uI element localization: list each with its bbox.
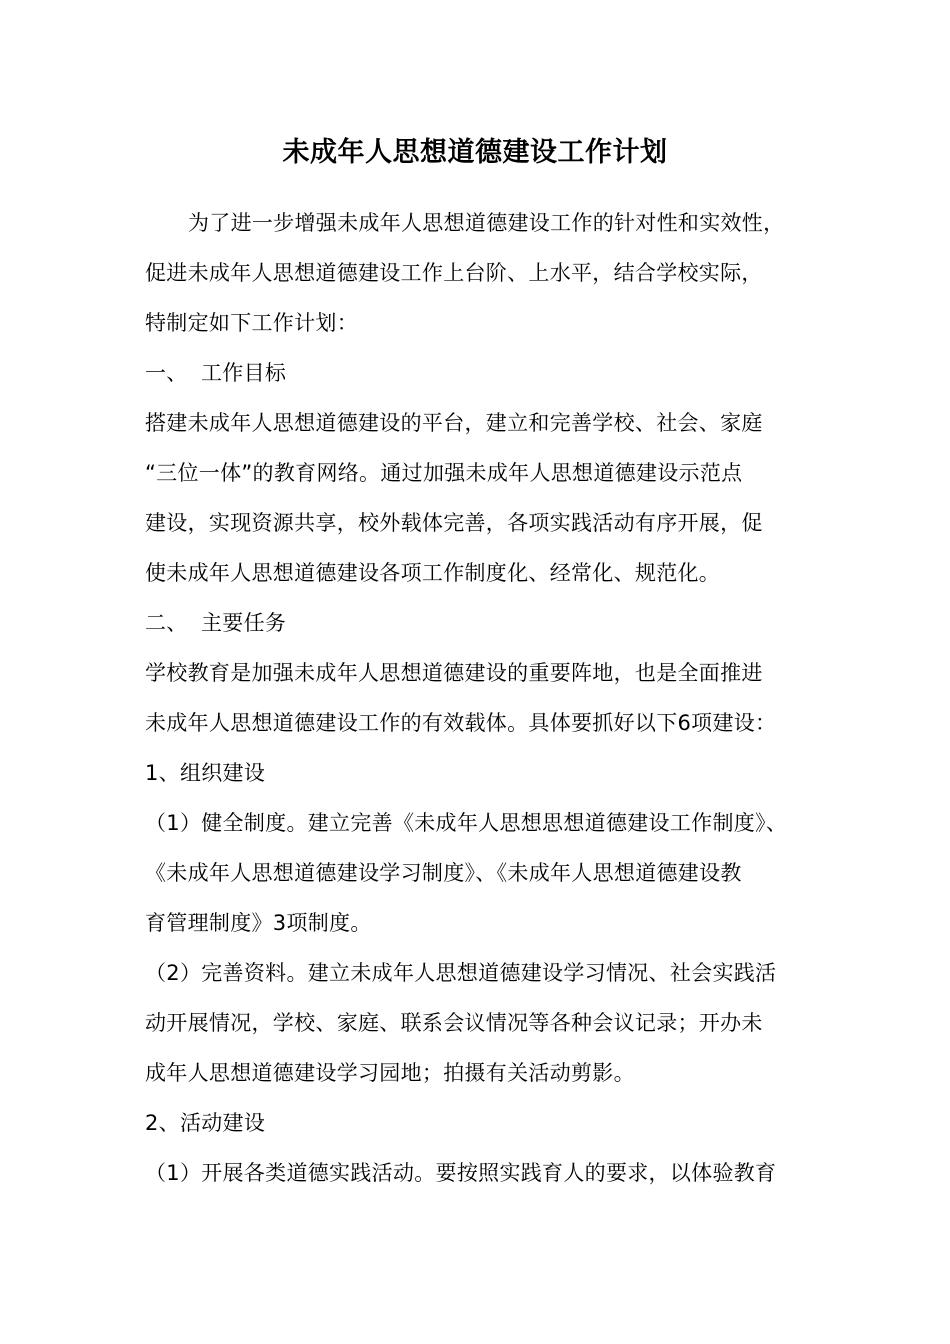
section-number: 二、	[145, 611, 188, 635]
body-line: 使未成年人思想道德建设各项工作制度化、经常化、规范化。	[145, 561, 721, 585]
body-line: 动开展情况，学校、家庭、联系会议情况等各种会议记录；开办未	[145, 1011, 763, 1035]
body-line: （1）开展各类道德实践活动。要按照实践育人的要求，以体验教育	[145, 1161, 777, 1185]
section-number: 一、	[145, 361, 188, 385]
body-line: 未成年人思想道德建设工作的有效载体。具体要抓好以下6项建设：	[145, 711, 777, 735]
intro-line: 为了进一步增强未成年人思想道德建设工作的针对性和实效性，	[188, 211, 785, 235]
body-line: 《未成年人思想道德建设学习制度》、《未成年人思想道德建设教	[145, 861, 742, 885]
item-heading-organization: 1、组织建设	[145, 761, 266, 785]
section-heading-text: 工作目标	[201, 361, 287, 385]
body-line: 成年人思想道德建设学习园地；拍摄有关活动剪影。	[145, 1061, 635, 1085]
body-line: 建设，实现资源共享，校外载体完善，各项实践活动有序开展，促	[145, 511, 763, 535]
body-line: 学校教育是加强未成年人思想道德建设的重要阵地，也是全面推进	[145, 661, 763, 685]
document-title: 未成年人思想道德建设工作计划	[282, 137, 668, 168]
intro-line: 特制定如下工作计划：	[145, 311, 358, 335]
body-line: 搭建未成年人思想道德建设的平台，建立和完善学校、社会、家庭	[145, 411, 763, 435]
body-line: （2）完善资料。建立未成年人思想道德建设学习情况、社会实践活	[145, 961, 777, 985]
intro-line: 促进未成年人思想道德建设工作上台阶、上水平，结合学校实际，	[145, 261, 763, 285]
section-heading-tasks	[145, 603, 286, 643]
section-heading-text: 主要任务	[201, 611, 287, 635]
body-line: （1）健全制度。建立完善《未成年人思想思想道德建设工作制度》、	[145, 811, 788, 835]
item-heading-activities: 2、活动建设	[145, 1111, 266, 1135]
body-line: 育管理制度》3项制度。	[145, 911, 372, 935]
section-heading-goals	[145, 353, 286, 393]
body-line: “三位一体”的教育网络。通过加强未成年人思想道德建设示范点	[145, 461, 743, 485]
